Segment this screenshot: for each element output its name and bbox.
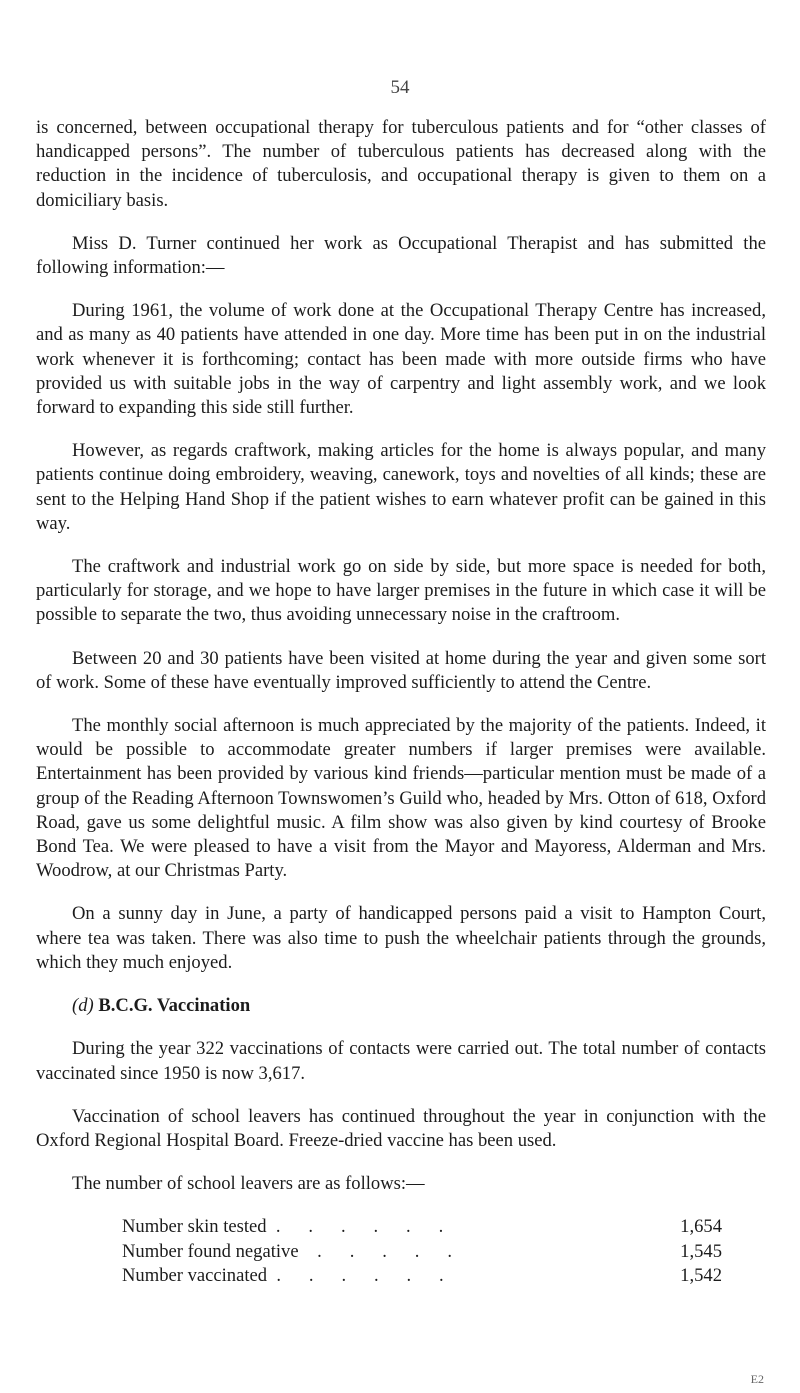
stat-value: 1,654 bbox=[680, 1216, 722, 1238]
page-number: 54 bbox=[390, 77, 410, 98]
paragraph: Between 20 and 30 patients have been visited at home during the year and given some sort of work. Some of these have eventually improved sufficiently to attend the Centre. bbox=[36, 647, 766, 693]
stat-value: 1,542 bbox=[680, 1264, 722, 1286]
table-row bbox=[122, 1240, 722, 1264]
paragraph: The number of school leavers are as follows:— bbox=[72, 1173, 425, 1195]
paragraph: During the year 322 vaccinations of contacts were carried out. The total number of contacts vaccinated since 1950 is now 3,617. bbox=[36, 1038, 766, 1084]
table-row bbox=[122, 1264, 722, 1288]
section-title: B.C.G. Vaccination bbox=[98, 995, 251, 1017]
paragraph: The monthly social afternoon is much appreciated by the majority of the patients. Indeed, it would be possible to accommodate greater numbers if larger premises were available. Entertainment has been provided by various kind friends—particular mention must be made of a group of the Reading Afternoon Townswomen’s Guild who, headed by Mrs. Otton of 618, Oxford Road, gave us some delightful music. A film show was also given by kind courtesy of Brooke Bond Tea. We were pleased to have a visit from the Mayor and Mayoress, Alderman and Mrs. Woodrow, at our Christmas Party. bbox=[36, 715, 766, 882]
paragraph: Miss D. Turner continued her work as Occupational Therapist and has submitted the following information:— bbox=[36, 232, 766, 279]
table-row bbox=[122, 1215, 722, 1239]
paragraph: Vaccination of school leavers has continued throughout the year in conjunction with the Oxford Regional Hospital Board. Freeze-dried vaccine has been used. bbox=[36, 1105, 766, 1151]
section-heading bbox=[72, 994, 766, 1018]
school-leavers-table bbox=[122, 1215, 722, 1288]
stat-value: 1,545 bbox=[680, 1240, 722, 1262]
stat-label: Number found negative . . . . . bbox=[122, 1240, 452, 1262]
signature-mark: E2 bbox=[750, 1372, 764, 1386]
paragraph: On a sunny day in June, a party of handicapped persons paid a visit to Hampton Court, where tea was taken. There was also time to push the wheelchair patients through the grounds, which they much enjoyed. bbox=[36, 903, 766, 973]
section-letter: (d) bbox=[72, 995, 94, 1017]
paragraph: The craftwork and industrial work go on side by side, but more space is needed for both, particularly for storage, and we hope to have larger premises in the future in which case it will be possible to separate the two, thus avoiding unnecessary noise in the craftroom. bbox=[36, 556, 766, 626]
stat-label: Number vaccinated . . . . . . bbox=[122, 1264, 444, 1286]
paragraph: During 1961, the volume of work done at the Occupational Therapy Centre has increased, and as many as 40 patients have attended in one day. More time has been put in on the industrial work whenever it is forthcoming; contact has been made with more outside firms who have provided us with suitable jobs in the way of carpentry and light assembly work, and we look forward to expanding this side still further. bbox=[36, 300, 766, 419]
document-body bbox=[36, 116, 766, 1288]
paragraph: However, as regards craftwork, making articles for the home is always popular, and many patients continue doing embroidery, weaving, canework, toys and novelties of all kinds; these are sent to the Helping Hand Shop if the patient wishes to earn whatever profit can be gained in this way. bbox=[36, 440, 766, 534]
stat-label: Number skin tested . . . . . . bbox=[122, 1216, 444, 1238]
paragraph: is concerned, between occupational therapy for tuberculous patients and for “other classes of handicapped persons”. The number of tuberculous patients has decreased along with the reduction in the incidence of tuberculosis, and occupational therapy is given to them on a domiciliary basis. bbox=[36, 117, 766, 211]
